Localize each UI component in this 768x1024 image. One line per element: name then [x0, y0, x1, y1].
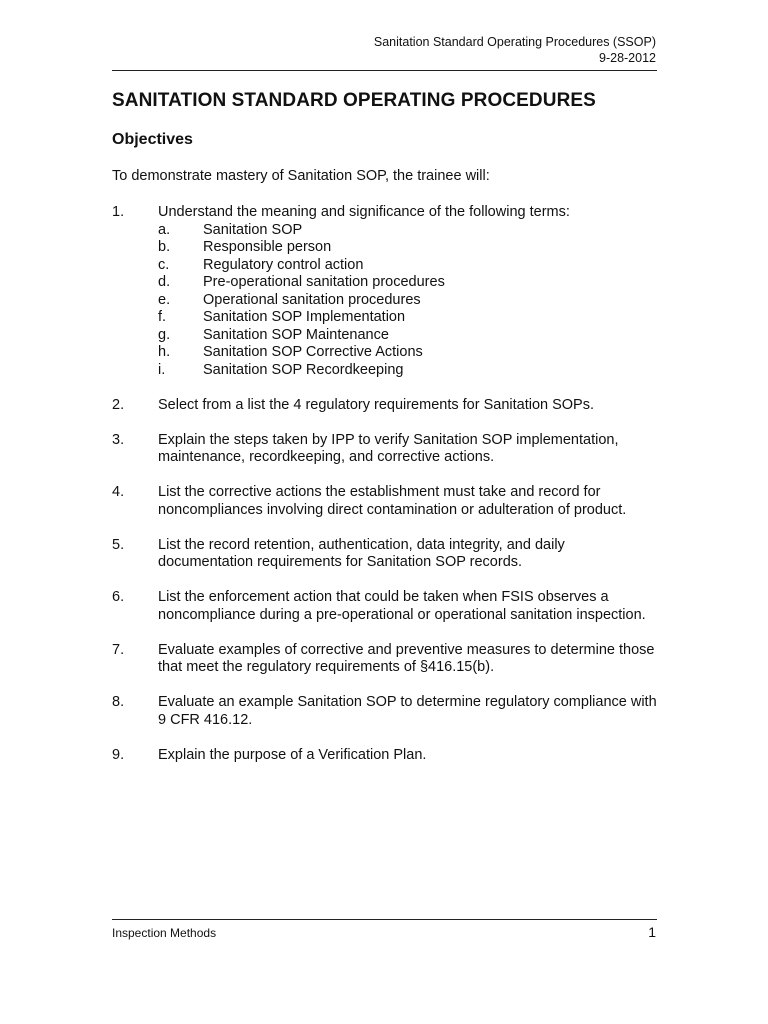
objective-item: [112, 694, 657, 729]
terms-list: [158, 222, 657, 380]
term-text: Sanitation SOP Corrective Actions: [203, 344, 423, 360]
term-item: [158, 292, 657, 310]
objective-number: 7.: [112, 641, 125, 658]
term-letter: c.: [158, 256, 170, 273]
section-heading-objectives: Objectives: [112, 131, 193, 148]
term-letter: f.: [158, 309, 167, 325]
objective-item: [112, 204, 657, 379]
objective-text: List the record retention, authentication, data integrity, and daily documentation requirements for Sanitation SOP records.: [158, 536, 565, 570]
term-item: [158, 239, 657, 257]
header-date: 9-28-2012: [599, 51, 656, 65]
objective-item: [112, 397, 657, 415]
objective-text: Explain the purpose of a Verification Plan.: [158, 746, 427, 763]
objective-item: [112, 537, 657, 572]
term-item: [158, 344, 657, 362]
term-text: Sanitation SOP Implementation: [203, 309, 406, 325]
term-item: [158, 362, 657, 380]
term-item: [158, 274, 657, 292]
page-header: [374, 34, 656, 66]
page-title: SANITATION STANDARD OPERATING PROCEDURES: [112, 90, 596, 111]
term-text: Operational sanitation procedures: [203, 291, 421, 308]
term-letter: b.: [158, 239, 171, 255]
objective-number: 2.: [112, 396, 125, 413]
objective-text: Select from a list the 4 regulatory requirements for Sanitation SOPs.: [158, 396, 595, 413]
term-letter: e.: [158, 291, 171, 308]
footer-section-name: Inspection Methods: [112, 926, 217, 940]
term-letter: g.: [158, 326, 171, 343]
term-letter: h.: [158, 344, 171, 360]
objective-item: [112, 589, 657, 624]
term-item: [158, 222, 657, 240]
objective-number: 5.: [112, 536, 125, 553]
intro-text: To demonstrate mastery of Sanitation SOP, the trainee will:: [112, 168, 490, 184]
objective-text: Evaluate examples of corrective and preventive measures to determine those that meet the regulatory requirements of §416.15(b).: [158, 641, 655, 675]
objective-item: [112, 432, 657, 467]
objective-number: 8.: [112, 694, 125, 710]
header-divider: [112, 70, 657, 71]
header-document-title: Sanitation Standard Operating Procedures (SSOP): [373, 35, 656, 49]
objective-text: Understand the meaning and significance of the following terms:: [158, 204, 570, 220]
objective-text: Explain the steps taken by IPP to verify Sanitation SOP implementation, maintenance, recordkeeping, and corrective actions.: [158, 431, 619, 465]
term-letter: i.: [158, 361, 166, 378]
term-text: Responsible person: [203, 239, 332, 255]
objective-text: List the enforcement action that could be taken when FSIS observes a noncompliance during a pre-operational or operational sanitation inspection.: [158, 589, 646, 623]
term-text: Sanitation SOP: [203, 221, 303, 238]
objective-text: List the corrective actions the establishment must take and record for noncompliances involving direct contamination or adulteration of product.: [158, 484, 627, 518]
page-number: 1: [648, 924, 656, 940]
objective-number: 6.: [112, 589, 125, 605]
objective-number: 4.: [112, 484, 125, 500]
term-item: [158, 257, 657, 275]
objectives-list: [112, 204, 657, 782]
term-item: [158, 327, 657, 345]
term-text: Sanitation SOP Recordkeeping: [203, 361, 404, 378]
objective-number: 3.: [112, 431, 125, 448]
footer-divider: [112, 919, 657, 920]
objective-item: [112, 747, 657, 765]
term-letter: d.: [158, 274, 171, 290]
objective-item: [112, 484, 657, 519]
term-letter: a.: [158, 221, 171, 238]
objective-number: 1.: [112, 204, 125, 220]
objective-number: 9.: [112, 746, 125, 763]
term-text: Pre-operational sanitation procedures: [203, 274, 445, 290]
term-text: Sanitation SOP Maintenance: [203, 326, 389, 343]
term-item: [158, 309, 657, 327]
objective-item: [112, 642, 657, 677]
objective-text: Evaluate an example Sanitation SOP to determine regulatory compliance with 9 CFR 416.12.: [158, 694, 657, 728]
term-text: Regulatory control action: [203, 256, 364, 273]
